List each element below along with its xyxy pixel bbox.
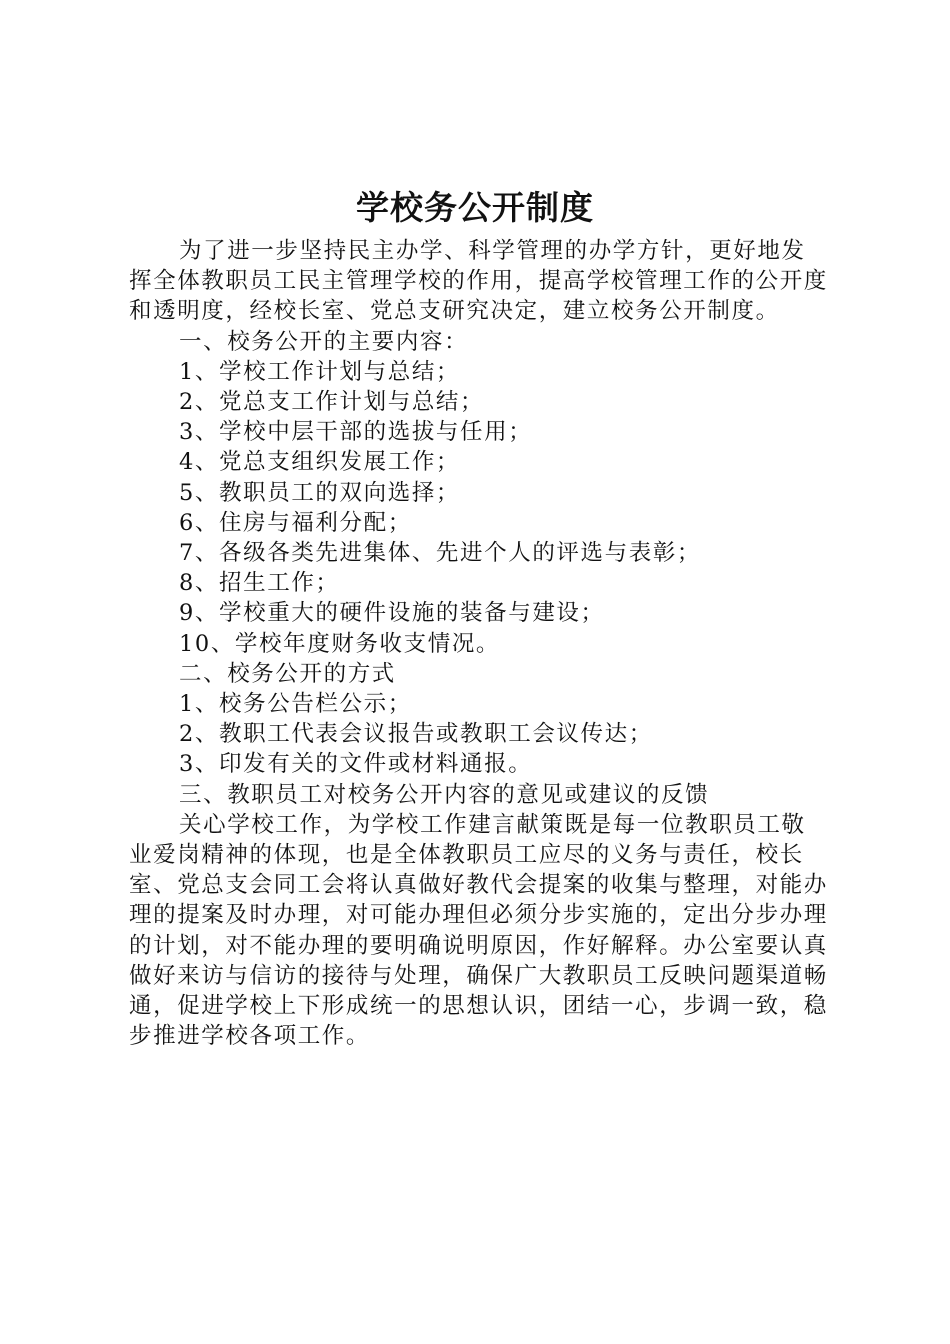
- list-item: 2、党总支工作计划与总结；: [179, 389, 485, 416]
- list-item: 1、校务公告栏公示；: [179, 691, 412, 718]
- list-item: 7、各级各类先进集体、先进个人的评选与表彰；: [179, 540, 702, 567]
- document-title: 学校务公开制度: [356, 188, 594, 227]
- list-item: 4、党总支组织发展工作；: [179, 449, 461, 476]
- document-body: [129, 236, 829, 1051]
- list-item: 6、住房与福利分配；: [179, 509, 412, 536]
- list-item: 8、招生工作；: [179, 570, 340, 597]
- list-item: 10、学校年度财务收支情况。: [179, 630, 501, 657]
- section-heading-feedback: 三、教职员工对校务公开内容的意见或建议的反馈: [179, 781, 710, 808]
- list-item: 3、学校中层干部的选拔与任用；: [179, 419, 533, 446]
- intro-paragraph: 为了进一步坚持民主办学、科学管理的办学方针，更好地发挥全体教职员工民主管理学校的作用，提高学校管理工作的公开度和透明度，经校长室、党总支研究决定，建立校务公开制度。: [129, 238, 828, 325]
- section-heading-methods: 二、校务公开的方式: [179, 660, 396, 687]
- list-item: 1、学校工作计划与总结；: [179, 358, 461, 385]
- list-item: 5、教职员工的双向选择；: [179, 479, 461, 506]
- feedback-paragraph: 关心学校工作，为学校工作建言献策既是每一位教职员工敬业爱岗精神的体现，也是全体教职员工应尽的义务与责任，校长室、党总支会同工会将认真做好教代会提案的收集与整理，对能办理的提案及时办理，对可能办理但必须分步实施的，定出分步办理的计划，对不能办理的要明确说明原因，作好解释。办公室要认真做好来访与信访的接待与处理，确保广大教职员工反映问题渠道畅通，促进学校上下形成统一的思想认识，团结一心，步调一致，稳步推进学校各项工作。: [129, 811, 828, 1050]
- list-item: 2、教职工代表会议报告或教职工会议传达；: [179, 721, 653, 748]
- section-heading-content: 一、校务公开的主要内容：: [179, 328, 469, 355]
- list-item: 9、学校重大的硬件设施的装备与建设；: [179, 600, 605, 627]
- list-item: 3、印发有关的文件或材料通报。: [179, 751, 533, 778]
